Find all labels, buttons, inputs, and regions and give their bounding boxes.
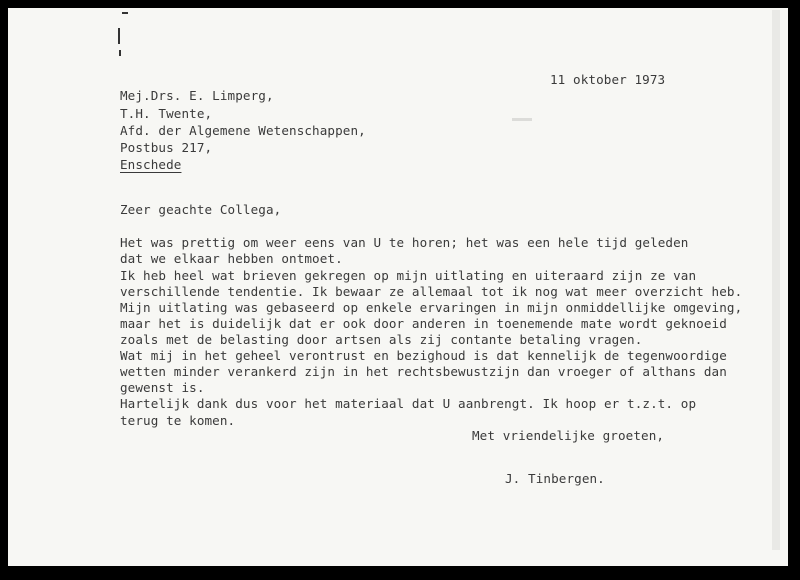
address-line: Mej.Drs. E. Limperg, [120, 88, 274, 103]
corner-mark [122, 12, 128, 14]
body-line: Wat mij in het geheel verontrust en bezighoud is dat kennelijk de tegenwoordige [120, 348, 727, 363]
body-line: terug te komen. [120, 413, 236, 428]
letter-date: 11 oktober 1973 [550, 72, 666, 87]
ink-smudge [512, 118, 532, 121]
body-line: dat we elkaar hebben ontmoet. [120, 251, 343, 266]
address-line: T.H. Twente, [120, 106, 213, 121]
address-city: Enschede [120, 157, 182, 172]
body-line: Mijn uitlating was gebaseerd op enkele ervaringen in mijn onmiddellijke omgeving, [120, 300, 743, 315]
body-line: zoals met de belasting door artsen als zij contante betaling vragen. [120, 332, 643, 347]
body-line: gewenst is. [120, 380, 205, 395]
closing: Met vriendelijke groeten, [472, 428, 665, 443]
salutation: Zeer geachte Collega, [120, 202, 282, 217]
body-line: Ik heb heel wat brieven gekregen op mijn uitlating en uiteraard zijn ze van [120, 268, 697, 283]
body-line: maar het is duidelijk dat er ook door anderen in toenemende mate wordt geknoeid [120, 316, 727, 331]
body-line: Hartelijk dank dus voor het materiaal dat U aanbrengt. Ik hoop er t.z.t. op [120, 396, 697, 411]
body-line: verschillende tendentie. Ik bewaar ze allemaal tot ik nog wat meer overzicht heb. [120, 284, 743, 299]
address-line: Postbus 217, [120, 140, 213, 155]
page-edge-strip [772, 10, 780, 550]
body-line: wetten minder verankerd zijn in het rechtsbewustzijn dan vroeger of althans dan [120, 364, 727, 379]
signature: J. Tinbergen. [505, 471, 605, 486]
staple-mark-2 [119, 50, 121, 56]
address-line: Afd. der Algemene Wetenschappen, [120, 123, 366, 138]
body-line: Het was prettig om weer eens van U te horen; het was een hele tijd geleden [120, 235, 689, 250]
staple-mark-1 [118, 28, 120, 44]
